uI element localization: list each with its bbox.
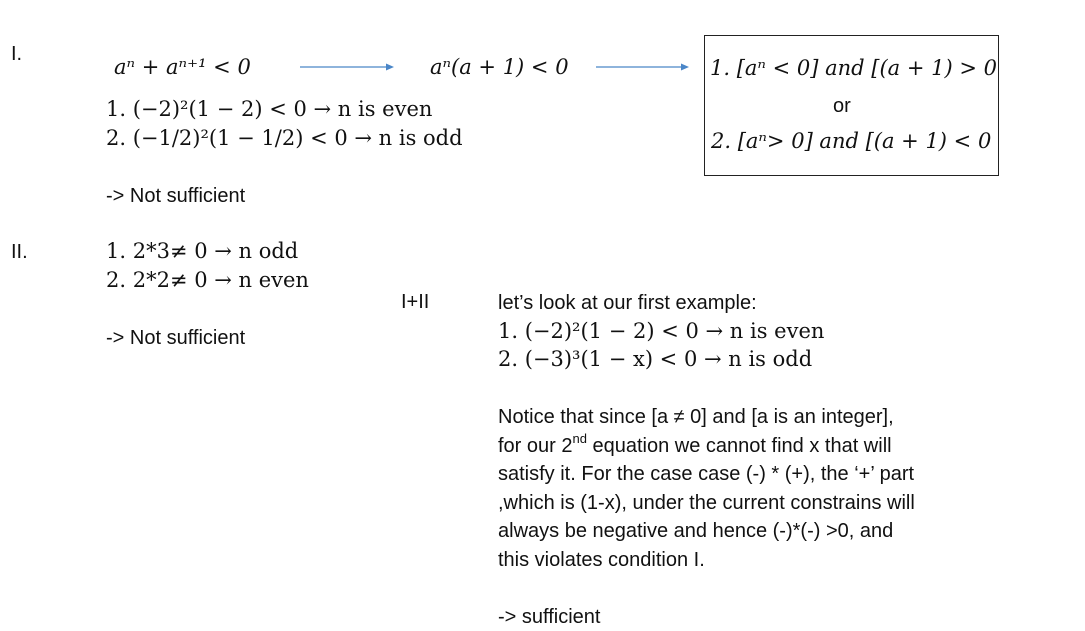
combined-intro: let’s look at our first example:: [498, 292, 757, 314]
part1-example-2: 2. (−1/2)²(1 − 1/2) < 0 → n is odd: [106, 126, 463, 150]
case-1: 1. [aⁿ < 0] and [(a + 1) > 0: [710, 56, 997, 80]
combined-example-1: 1. (−2)²(1 − 2) < 0 → n is even: [498, 319, 825, 343]
part2-example-2: 2. 2*2≠ 0 → n even: [106, 268, 309, 292]
part2-example-1: 1. 2*3≠ 0 → n odd: [106, 239, 299, 263]
part1-example-1: 1. (−2)²(1 − 2) < 0 → n is even: [106, 97, 433, 121]
explanation-line-6: this violates condition I.: [498, 549, 705, 571]
cases-box: [704, 35, 999, 176]
explanation-line-1: Notice that since [a ≠ 0] and [a is an integer],: [498, 406, 894, 428]
section-label-combined: I+II: [401, 291, 430, 313]
explanation-line-2: for our 2nd equation we cannot find x that will: [498, 431, 892, 457]
section-label-ii: II.: [11, 241, 28, 263]
combined-conclusion: -> sufficient: [498, 606, 601, 628]
combined-example-2: 2. (−3)³(1 − x) < 0 → n is odd: [498, 347, 813, 371]
part1-conclusion: -> Not sufficient: [106, 185, 246, 207]
equation-sum: aⁿ + aⁿ⁺¹ < 0: [114, 55, 251, 79]
section-label-i: I.: [11, 43, 23, 65]
explanation-line-5: always be negative and hence (-)*(-) >0, and: [498, 520, 894, 542]
case-2: 2. [aⁿ> 0] and [(a + 1) < 0: [711, 129, 992, 153]
explanation-line-4: ,which is (1-x), under the current constrains will: [498, 492, 915, 514]
arrow-right-icon: [300, 64, 394, 71]
equation-factored: aⁿ(a + 1) < 0: [430, 55, 569, 79]
case-or: or: [833, 95, 851, 117]
explanation-line-3: satisfy it. For the case case (-) * (+), the ‘+’ part: [498, 463, 915, 485]
part2-conclusion: -> Not sufficient: [106, 327, 246, 349]
arrow-right-icon: [596, 64, 689, 71]
